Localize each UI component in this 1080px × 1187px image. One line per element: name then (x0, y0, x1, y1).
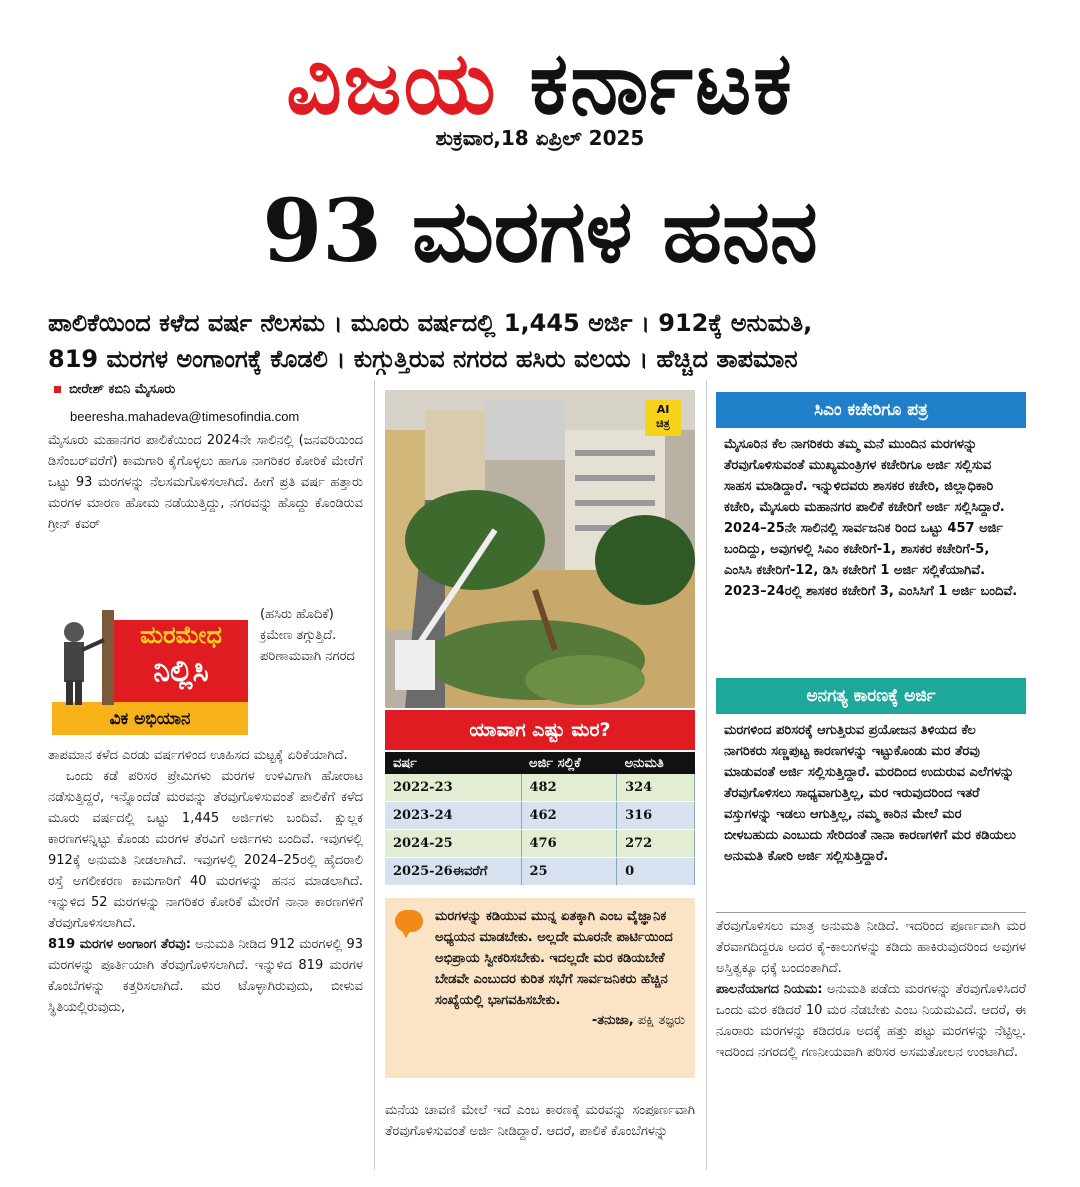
subhead-line-2: 819 ಮರಗಳ ಅಂಗಾಂಗಕ್ಕೆ ಕೊಡಲಿ । ಕುಗ್ಗುತ್ತಿರುವ ನಗರದ ಹಸಿರು ವಲಯ । ಹೆಚ್ಚಿದ ತಾಪಮಾನ (48, 345, 798, 373)
byline (54, 382, 175, 397)
column-3 (716, 916, 1026, 1063)
ai-image-badge (645, 400, 681, 436)
campaign-line-2: ನಿಲ್ಲಿಸಿ (153, 654, 209, 689)
row-approved: 316 (617, 802, 695, 830)
col1-para-3-lead: 819 ಮರಗಳ ಅಂಗಾಂಗ ತೆರವು: (48, 937, 191, 952)
cm-office-box-text: ಮೈಸೂರಿನ ಕೆಲ ನಾಗರಿಕರು ತಮ್ಮ ಮನೆ ಮುಂದಿನ ಮರಗಳನ್ನು ತೆರವುಗೊಳಿಸುವಂತೆ ಮುಖ್ಯಮಂತ್ರಿಗಳ ಕಚೇರಿಗೂ ಅರ್ಜಿ ಸಲ್ಲಿಸುವ ಸಾಹಸ ಮಾಡಿದ್ದಾರೆ. ಇನ್ನುಳಿದವರು ಶಾಸಕರ ಕಚೇರಿ, ಜಿಲ್ಲಾಧಿಕಾರಿ ಕಚೇರಿ, ಮೈಸೂರು ಮಹಾನಗರ ಪಾಲಿಕೆ ಕಚೇರಿಗೆ ಅರ್ಜಿ ಸಲ್ಲಿಸಿದ್ದಾರೆ. 2024–25ನೇ ಸಾಲಿನಲ್ಲಿ ಸಾರ್ವಜನಿಕ ರಿಂದ ಒಟ್ಟು 457 ಅರ್ಜಿ ಬಂದಿದ್ದು, ಅವುಗಳಲ್ಲಿ ಸಿಎಂ ಕಚೇರಿಗೆ-1, ಶಾಸಕರ ಕಚೇರಿಗೆ-5, ಎಂಸಿಸಿ ಕಚೇರಿಗೆ-12, ಡಿಸಿ ಕಚೇರಿಗೆ 1 ಅರ್ಜಿ ಸಲ್ಲಿಕೆಯಾಗಿವೆ. 2023–24ರಲ್ಲಿ ಶಾಸಕರ ಕಚೇರಿಗೆ 3, ಎಂಸಿಸಿಗೆ 1 ಅರ್ಜಿ ಬಂದಿವೆ. (724, 437, 1018, 599)
column-divider-1 (374, 380, 375, 1170)
col3-para-1: ತೆರವುಗೊಳಿಸಲು ಮಾತ್ರ ಅನುಮತಿ ನೀಡಿದೆ. ಇದರಿಂದ ಪೂರ್ಣವಾಗಿ ಮರ ತೆರವಾಗದಿದ್ದರೂ ಅದರ ಕೈ-ಕಾಲುಗಳನ್ನು ಕಡಿದು ಹಾಕಿರುವುದರಿಂದ ಅವುಗಳ ಅಸ್ತಿತ್ವಕ್ಕೂ ಧಕ್ಕೆ ಬಂದಂತಾಗಿದೆ. (716, 919, 1026, 976)
col1-para-3-text: ಅನುಮತಿ ನೀಡಿದ 912 ಮರಗಳಲ್ಲಿ 93 ಮರಗಳನ್ನು ಪೂರ್ತಿಯಾಗಿ ತೆರವುಗೊಳಿಸಲಾಗಿದೆ. ಇನ್ನುಳಿದ 819 ಮರಗಳ ಕೊಂಬೆಗಳನ್ನು ಕತ್ತರಿಸಲಾಗಿದೆ. ಮರ ಟೊಳ್ಳಾಗಿರುವುದು, ಬೀಳುವ ಸ್ಥಿತಿಯಲ್ಲಿರುವುದು, (48, 937, 363, 1015)
headline: 93 ಮರಗಳ ಹನನ (262, 181, 818, 282)
campaign-line-1: ಮರಮೇಧ (140, 621, 222, 649)
row-year: 2025-26ಈವರೆಗೆ (385, 858, 521, 886)
row-applications: 25 (521, 858, 617, 886)
col1-para-3 (48, 934, 363, 1018)
header-year: ವರ್ಷ (385, 752, 521, 774)
dateline: ಶುಕ್ರವಾರ,18 ಏಪ್ರಿಲ್ 2025 (435, 126, 645, 150)
stats-table (385, 752, 695, 886)
unnecessary-reason-box-title: ಅನಗತ್ಯ ಕಾರಣಕ್ಕೆ ಅರ್ಜಿ (716, 678, 1026, 714)
col1-para-1a: ಮೈಸೂರು ಮಹಾನಗರ ಪಾಲಿಕೆಯಿಂದ 2024ನೇ ಸಾಲಿನಲ್ಲಿ (ಜನವರಿಯಿಂದ ಡಿಸೆಂಬರ್‌ವರೆಗೆ) ಕಾಮಗಾರಿ ಕೈಗೊಳ್ಳಲು ಹಾಗೂ ನಾಗರಿಕರ ಕೋರಿಕೆ ಮೇರೆಗೆ ಒಟ್ಟು 93 ಮರಗಳನ್ನು ನೆಲಸಮಗೊಳಿಸಲಾಗಿದೆ. ಹೀಗೆ ಪ್ರತಿ ವರ್ಷ ಹತ್ತಾರು ಮರಗಳ ಮಾರಣ ಹೋಮ ನಡೆಯುತ್ತಿದ್ದು, ನಗರವನ್ನು ಹೊದ್ದು ಕೊಂಡಿರುವ ಗ್ರೀನ್ ಕವರ್ (48, 433, 363, 532)
col3-para-2-lead: ಪಾಲನೆಯಾಗದ ನಿಯಮ: (716, 982, 823, 997)
masthead-black: ಕರ್ನಾಟಕ (529, 34, 794, 134)
cm-office-box-body (716, 428, 1026, 608)
header-approved: ಅನುಮತಿ (617, 752, 695, 774)
col3-para-2-text: ಅನುಮತಿ ಪಡೆದು ಮರಗಳನ್ನು ತೆರವುಗೊಳಿಸಿದರೆ ಒಂದು ಮರ ಕಡಿದರೆ 10 ಮರ ನೆಡಬೇಕು ಎಂಬ ನಿಯಮವಿದೆ. ಆದರೆ, ಈ ನೂರಾರು ಮರಗಳನ್ನು ಕಡಿದರೂ ಅದಕ್ಕೆ ಹತ್ತು ಪಟ್ಟು ಮರಗಳನ್ನು ನೆಟ್ಟಿಲ್ಲ. ಇದರಿಂದ ನಗರದಲ್ಲಿ ಗಣನೀಯವಾಗಿ ಪರಿಸರ ಅಸಮತೋಲನ ಉಂಟಾಗಿದೆ. (716, 982, 1027, 1060)
col1-lower (48, 745, 363, 1018)
quote-author-name: -ತನುಜಾ, (591, 1013, 634, 1028)
unnecessary-reason-box-text: ಮರಗಳಿಂದ ಪರಿಸರಕ್ಕೆ ಆಗುತ್ತಿರುವ ಪ್ರಯೋಜನ ತಿಳಿಯದ ಕೆಲ ನಾಗರಿಕರು ಸಣ್ಣಪುಟ್ಟ ಕಾರಣಗಳನ್ನು ಇಟ್ಟುಕೊಂಡು ಮರ ತೆರವು ಮಾಡುವಂತೆ ಅರ್ಜಿ ಸಲ್ಲಿಸುತ್ತಿದ್ದಾರೆ. ಮರದಿಂದ ಉದುರುವ ಎಲೆಗಳನ್ನು ತೆರವುಗೊಳಿಸಲು ಸಾಧ್ಯವಾಗುತ್ತಿಲ್ಲ, ಮರ ಇರುವುದರಿಂದ ಇತರೆ ವಸ್ತುಗಳನ್ನು ಇಡಲು ಆಗುತ್ತಿಲ್ಲ, ನಮ್ಮ ಕಾರಿನ ಮೇಲೆ ಮರ ಬೀಳಬಹುದು ಎಂಬುದು ಸೇರಿದಂತೆ ನಾನಾ ಕಾರಣಗಳಿಗೆ ಮರ ಕಡಿಯಲು ಅನುಮತಿ ಕೋರಿ ಅರ್ಜಿ ಸಲ್ಲಿಸುತ್ತಿದ್ದಾರೆ. (724, 723, 1016, 864)
col1-para-1c: ತಾಪಮಾನ ಕಳೆದ ಎರಡು ವರ್ಷಗಳಿಂದ ಊಹಿಸದ ಮಟ್ಟಕ್ಕೆ ಏರಿಕೆಯಾಗಿದೆ. (48, 748, 348, 763)
author-email: beeresha.mahadeva@timesofindia.com (70, 409, 300, 424)
stats-table-header (385, 752, 695, 774)
ai-badge-line-1: AI (656, 403, 670, 416)
col1-para-1b: (ಹಸಿರು ಹೊದಿಕೆ) ಕ್ರಮೇಣ ತಗ್ಗುತ್ತಿದೆ. ಪರಿಣಾಮವಾಗಿ ನಗರದ (260, 607, 355, 664)
quote-author (435, 1013, 685, 1028)
tree-felling-photo (385, 390, 695, 708)
subhead-line-1: ಪಾಲಿಕೆಯಿಂದ ಕಳೆದ ವರ್ಷ ನೆಲಸಮ । ಮೂರು ವರ್ಷದಲ್ಲಿ 1,445 ಅರ್ಜಿ । 912ಕ್ಕೆ ಅನುಮತಿ, (48, 309, 813, 337)
column-3-divider (716, 912, 1026, 913)
quote-author-role: ಪಕ್ಷಿ ತಜ್ಞರು (633, 1013, 685, 1028)
column-1 (48, 430, 363, 600)
row-approved: 272 (617, 830, 695, 858)
header-applications: ಅರ್ಜಿ ಸಲ್ಲಿಕೆ (521, 752, 617, 774)
stats-table-title: ಯಾವಾಗ ಎಷ್ಟು ಮರ? (385, 710, 695, 750)
table-row (385, 774, 695, 802)
col1-wrap-text (260, 604, 363, 667)
ai-badge-line-2: ಚಿತ್ರ (656, 417, 670, 430)
row-applications: 482 (521, 774, 617, 802)
row-approved: 0 (617, 858, 695, 886)
byline-text: ಬೀರೇಶ್ ಕಬಿನಿ ಮೈಸೂರು (69, 382, 176, 397)
row-year: 2022-23 (385, 774, 521, 802)
campaign-banner: ವಿಕ ಅಭಿಯಾನ (109, 709, 191, 729)
expert-quote-box (385, 898, 695, 1078)
speech-bubble-tail (400, 928, 412, 938)
campaign-logo (52, 610, 248, 735)
masthead-red: ವಿಜಯ (286, 34, 498, 134)
row-approved: 324 (617, 774, 695, 802)
col1-para-2: ಒಂದು ಕಡೆ ಪರಿಸರ ಪ್ರೇಮಿಗಳು ಮರಗಳ ಉಳಿವಿಗಾಗಿ ಹೋರಾಟ ನಡೆಸುತ್ತಿದ್ದರೆ, ಇನ್ನೊಂದೆಡೆ ಮರವನ್ನು ತೆರವುಗೊಳಿಸುವಂತೆ ಪಾಲಿಕೆಗೆ ಕಳೆದ ಮೂರು ವರ್ಷದಲ್ಲಿ ಒಟ್ಟು 1,445 ಅರ್ಜಿಗಳು ಬಂದಿವೆ. ಕ್ಷುಲ್ಲಕ ಕಾರಣಗಳನ್ನಿಟ್ಟು ಕೊಂಡು ಮರಗಳ ತೆರವಿಗೆ ಅರ್ಜಿಗಳು ಬಂದಿವೆ. ಇವುಗಳಲ್ಲಿ 912ಕ್ಕೆ ಅನುಮತಿ ನೀಡಲಾಗಿದೆ. ಇವುಗಳಲ್ಲಿ 2024–25ರಲ್ಲಿ ಹೈದರಾಲಿ ರಸ್ತೆ ಅಗಲೀಕರಣ ಕಾಮಗಾರಿಗೆ 40 ಮರಗಳನ್ನು ಹನನ ಮಾಡಲಾಗಿದೆ. ಇನ್ನುಳಿದ 52 ಮರಗಳನ್ನು ನಾಗರಿಕರ ಕೋರಿಕೆ ಮೇರೆಗೆ ನಾನಾ ಕಾರಣಗಳಿಗೆ ತೆರವುಗೊಳಿಸಲಾಗಿದೆ. (48, 769, 363, 931)
col2-para-1: ಮನೆಯ ಚಾವಣಿ ಮೇಲೆ ಇದೆ ಎಂಬ ಕಾರಣಕ್ಕೆ ಮರವನ್ನು ಸಂಪೂರ್ಣವಾಗಿ ತೆರವುಗೊಳಿಸುವಂತೆ ಅರ್ಜಿ ನೀಡಿದ್ದಾರೆ. ಆದರೆ, ಪಾಲಿಕೆ ಕೊಂಬೆಗಳನ್ನು (385, 1103, 695, 1139)
masthead (0, 34, 1080, 134)
row-year: 2024-25 (385, 830, 521, 858)
table-row (385, 830, 695, 858)
row-year: 2023-24 (385, 802, 521, 830)
byline-marker (54, 386, 61, 393)
col3-para-2 (716, 979, 1026, 1063)
column-2 (385, 1100, 695, 1142)
row-applications: 476 (521, 830, 617, 858)
news-photo (385, 390, 695, 708)
row-applications: 462 (521, 802, 617, 830)
table-row (385, 858, 695, 886)
table-row (385, 802, 695, 830)
cm-office-box-title: ಸಿಎಂ ಕಚೇರಿಗೂ ಪತ್ರ (716, 392, 1026, 428)
quote-text: ಮರಗಳನ್ನು ಕಡಿಯುವ ಮುನ್ನ ಏತಕ್ಕಾಗಿ ಎಂಬ ವೈಜ್ಞಾನಿಕ ಅಧ್ಯಯನ ಮಾಡಬೇಕು. ಅಲ್ಲದೇ ಮೂರನೇ ಪಾರ್ಟಿಯಿಂದ ಅಭಿಪ್ರಾಯ ಸ್ವೀಕರಿಸಬೇಕು. ಇದಲ್ಲದೇ ಮರ ಕಡಿಯಬೇಕೆ ಬೇಡವೇ ಎಂಬುದರ ಕುರಿತ ಸಭೆಗೆ ಸಾರ್ವಜನಿಕರು ಹೆಚ್ಚಿನ ಸಂಖ್ಯೆಯಲ್ಲಿ ಭಾಗವಹಿಸಬೇಕು. (435, 909, 673, 1008)
unnecessary-reason-box-body (716, 714, 1026, 873)
column-divider-2 (706, 380, 707, 1170)
